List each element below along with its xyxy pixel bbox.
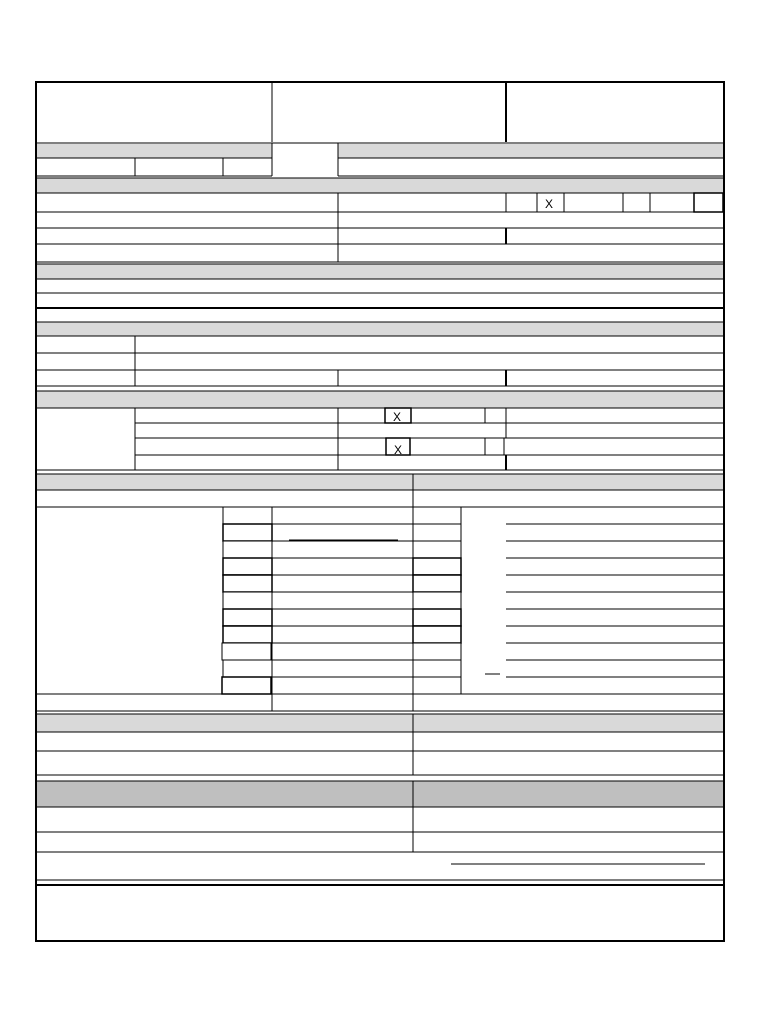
section-5-checkboxes (385, 408, 506, 455)
entry-box-right-8[interactable] (413, 626, 461, 643)
section-2-checkboxes (537, 193, 723, 212)
entry-box-right-10[interactable] (413, 660, 461, 677)
entry-box-left-8[interactable] (223, 626, 272, 643)
section-6-left-entry-boxes (222, 507, 272, 694)
checkbox-mark-section2-1: X (545, 197, 554, 211)
checkbox-section2-3[interactable] (694, 193, 723, 212)
header-band-section-2 (36, 178, 724, 193)
entry-box-right-11[interactable] (413, 677, 461, 694)
header-band-section-7 (36, 714, 724, 732)
entry-box-left-6[interactable] (223, 592, 272, 609)
checkbox-mark-section5-row1: X (393, 410, 402, 424)
entry-box-right-5[interactable] (413, 575, 461, 592)
header-band-section-8 (36, 781, 724, 807)
section-header-bands (36, 144, 724, 807)
checkbox-section5-row3-b[interactable] (485, 438, 504, 455)
header-band-section-6-left (36, 474, 413, 490)
entry-box-right-7[interactable] (413, 609, 461, 626)
entry-box-left-3[interactable] (223, 541, 272, 558)
entry-box-right-2[interactable] (413, 524, 461, 541)
header-band-section-4 (36, 322, 724, 336)
entry-box-left-10[interactable] (223, 660, 272, 677)
entry-box-left-5[interactable] (223, 575, 272, 592)
entry-box-left-11[interactable] (222, 677, 271, 694)
entry-box-left-1[interactable] (223, 507, 272, 524)
entry-box-right-1[interactable] (413, 507, 461, 524)
checkbox-section5-row1-b[interactable] (485, 408, 506, 423)
header-band-left-top (36, 144, 272, 158)
checkbox-section2-2[interactable] (623, 193, 650, 212)
header-band-right-top (338, 144, 724, 158)
entry-box-right-9[interactable] (413, 643, 461, 660)
section-6-right-entry-boxes (413, 507, 461, 694)
entry-box-left-9[interactable] (222, 643, 271, 660)
checkbox-mark-section5-row3: X (394, 443, 403, 457)
header-band-section-3 (36, 264, 724, 279)
entry-box-right-4[interactable] (413, 558, 461, 575)
entry-box-left-4[interactable] (223, 558, 272, 575)
entry-box-right-6[interactable] (413, 592, 461, 609)
entry-box-right-3[interactable] (413, 541, 461, 558)
entry-box-left-2[interactable] (223, 524, 272, 541)
header-band-section-5 (36, 391, 724, 408)
header-band-section-6-right (413, 474, 724, 490)
form-outer-frame (36, 82, 724, 941)
entry-box-left-7[interactable] (223, 609, 272, 626)
